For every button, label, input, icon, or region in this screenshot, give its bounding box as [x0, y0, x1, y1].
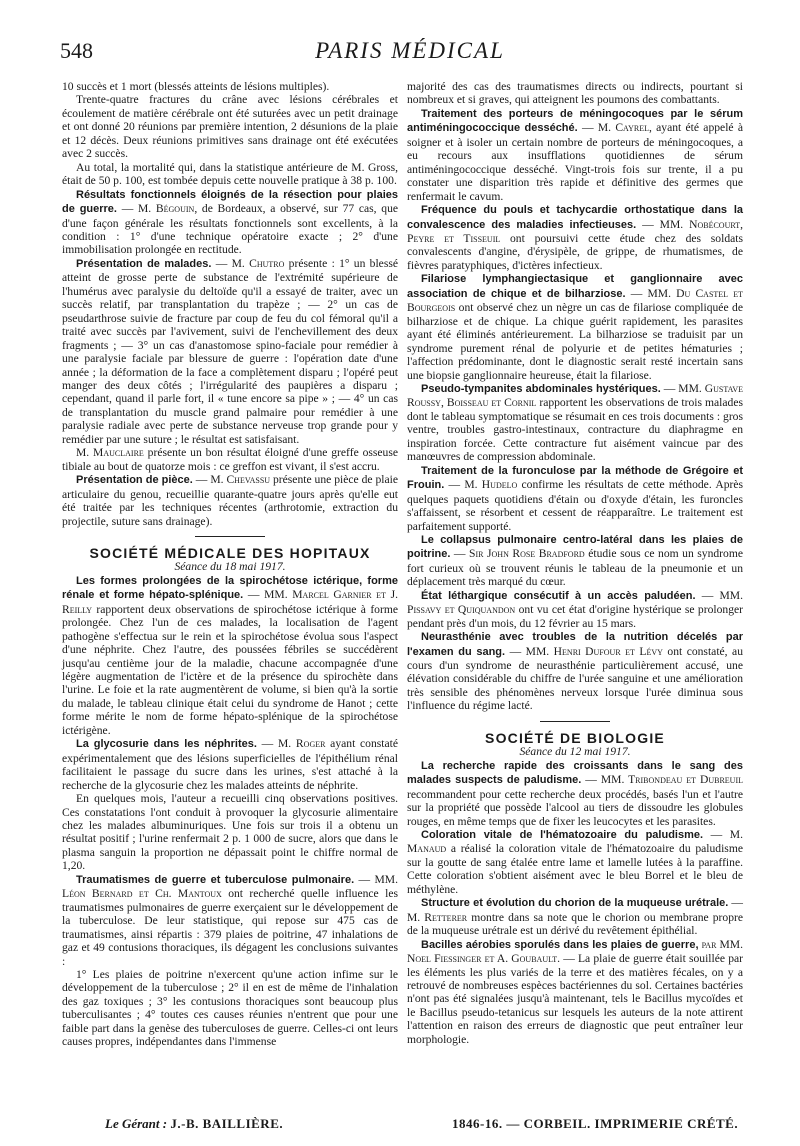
report-title: Pseudo-tympanites abdominales hystériques. [421, 382, 661, 395]
report-entry: Fréquence du pouls et tachycardie orthostatique dans la convalescence des maladies infectieuses. — MM. Nobécourt, Peyre et Tisseuil ont poursuivi cette étude chez des soldats convalescents d'angine, d'érysipèle, de grippe, de rhumatismes, de fièvres paratyphiques, d'ictères infectieux. [407, 204, 744, 272]
paragraph: En quelques mois, l'auteur a recueilli cinq observations positives. Ces constatations l'ont conduit à provoquer la glycosurie alimentaire chez les malades albuminuriques. Une fois sur trois il a obtenu un résultat positif ; l'urine renfermait 2 p. 1 000 de sucre, alors que dans le plasma sanguin la proportion ne dépassait point le chiffre normal de 1,20. [62, 792, 398, 873]
report-author: M. Retterer [407, 910, 468, 924]
report-title: Neurasthénie avec troubles de la nutrition décelés par l'examen du sang. [407, 631, 743, 658]
report-text: présente un bon résultat éloigné d'une greffe osseuse tibiale au bout de quatorze mois : ce greffon est vivant, il s'est accru. [62, 446, 398, 473]
gerant-label: Le Gérant : [105, 1116, 168, 1131]
report-text: — La plaie de guerre était souillée par les éléments les plus variés de la terre et des matières fécales, on y a retrouvé de nombreuses espèces bactériennes du sol. Certaines bactéries n'ont pas été signalées jusqu'à maintenant, tels le Bacillus mycoïdes et le Bacillus pseudo-tetanicus sur lesquels les auteurs de la note attirent l'attention en raison des erreurs de diagnostic que peut entraîner leur morphologie. [407, 952, 743, 1046]
report-author: MM. Marcel Garnier et J. Reilly [62, 588, 398, 616]
report-text: rapportent deux observations de spirochétose ictérique à forme prolongée. Chez l'un de ces malades, la localisation de l'agent pathogène s'effectua sur le rein et la spirochétose évolua sous l'aspect d'une néphrite. Chez l'autre, des poussées fébriles se succédèrent jusqu'au centième jour de la maladie, chacune accompagnée d'une légère augmentation de l'ictère et de la présence du spirochète dans l'urine. Le foie et la rate augmentèrent de volume, si bien qu'à la sortie du malade, le tableau clinique était celui du syndrome de Hanot ; cette forme mérite le nom de forme hépato-splénique de la spirochétose ictérigène. [62, 602, 398, 737]
report-entry: Structure et évolution du chorion de la muqueuse urétrale. — M. Retterer montre dans sa note que le chorion ou membrane propre de la muqueuse urétrale est un dérivé du revêtement épithélial. [407, 896, 743, 938]
paragraph: majorité des cas des traumatismes directs ou indirects, pourtant si nombreux et si graves, qui atteignent les poumons des combattants. [407, 80, 743, 107]
gerant-name: J.-B. BAILLIÈRE. [170, 1116, 284, 1131]
section-divider [195, 536, 265, 537]
report-author: par MM. Noel Fiessinger et A. Goubault. [407, 937, 744, 966]
report-author: MM. Pissavy et Quiquandon [407, 588, 743, 617]
paragraph: 1° Les plaies de poitrine n'exercent qu'une action infime sur le développement de la tuberculose ; 2° il en est de même de l'inhalation des gaz toxiques ; 3° les contusions thoraciques sont beaucoup plus tuberculisantes ; 4° toutes ces causes réunies n'entrent que pour une faible part dans la genèse des tuberculoses de guerre. Celles-ci ont leurs causes propres, indépendantes dans l'immense [62, 968, 398, 1049]
section-heading: SOCIÉTÉ MÉDICALE DES HOPITAUX [89, 544, 371, 561]
publisher-credit [105, 1116, 283, 1132]
report-author: MM. Gustave Roussy, Boisseau et Cornil [407, 381, 743, 410]
report-entry: Présentation de malades. — M. Chutro présente : 1° un blessé atteint de grosse perte de substance de l'extrémité supérieure de l'humérus avec paralysie du deltoïde qu'il a essayé de traiter, avec un succès relatif, par transplantation du trapèze ; — 2° un cas de pseudarthrose suivie de fracture par coup de feu du col fémoral qu'il a traité avec succès par l'avivement, suivi de l'enchevillement des deux fragments ; — 3° un cas d'anastomose spino-faciale pour remédier à une paralysie faciale par blessure de guerre : l'opération date d'une année ; la déformation de la face a complètement disparu ; l'opéré peut manger des deux côtés ; l'irrégularité des paupières a disparu ; cependant, quand il parle fort, il « tune encore sa pipe » ; — 4° un cas de transplantation du muscle grand palmaire pour remédier à une paralysie radiale avec perte de substance nerveuse trop grande pour y remédier par une suture ; le résultat est satisfaisant. [62, 256, 398, 446]
report-text: montre dans sa note que le chorion ou membrane propre de la muqueuse urétrale est un dérivé du revêtement épithélial. [407, 910, 743, 938]
report-author: M. Cayrel [597, 121, 649, 135]
journal-title: PARIS MÉDICAL [315, 38, 505, 63]
report-text: rapportent les observations de trois malades dont le tableau symptomatique se résumait en ces trois documents : gros ventre, troubles gastro-intestinaux, contracture du diaphragme en inspiration forcée. Cette contracture fut aisément vaincue par des manœuvres de compression abdominale. [407, 396, 743, 464]
report-text: , de Bordeaux, a observé, sur 77 cas, que d'une façon générale les résultats fonctionnels sont excellents, à la condition : 1° d'une technique opératoire exacte ; 2° d'une immobilisation prolongée en rectitude. [62, 202, 399, 257]
report-author: MM. Henri Dufour et Lévy [525, 644, 663, 658]
report-title: Bacilles aérobies sporulés dans les plaies de guerre, [421, 938, 699, 951]
report-entry: Résultats fonctionnels éloignés de la résection pour plaies de guerre. — M. Bégouin, de Bordeaux, a observé, sur 77 cas, que d'une façon générale les résultats fonctionnels sont excellents, à la condition : 1° d'une technique opératoire exacte ; 2° d'une immobilisation prolongée en rectitude. [62, 188, 399, 257]
report-title: État léthargique consécutif à un accès paludéen. [421, 589, 696, 602]
report-entry: Traumatismes de guerre et tuberculose pulmonaire. — MM. Léon Bernard et Ch. Mantoux ont recherché quelle influence les traumatismes pulmonaires de guerre exerçaient sur le développement de la tuberculose. De leur statistique, qui repose sur 475 cas de traumatismes, ainsi répartis : 379 plaies de poitrine, 47 inhalations de gaz et 49 contusions thoraciques, ils dégagent les conclusions suivantes : [62, 872, 398, 968]
session-date: Séance du 18 mai 1917. [174, 560, 286, 574]
left-column [62, 80, 398, 1049]
report-entry: Pseudo-tympanites abdominales hystériques. — MM. Gustave Roussy, Boisseau et Cornil rapportent les observations de trois malades dont le tableau symptomatique se résumait en ces trois documents : gros ventre, troubles gastro-intestinaux, contracture du diaphragme en inspiration forcée. Cette contracture fut aisément vaincue par des manœuvres de compression abdominale. [407, 381, 743, 464]
report-text: ont poursuivi cette étude chez des soldats convalescents d'angine, d'érysipèle, de grippe, de rhumatismes, de fièvres paratyphiques, d'ictères infectieux. [407, 231, 743, 272]
report-text: ont observé chez un nègre un cas de filariose compliquée de bilharziose et de chique. La chique guérit rapidement, les parasites ayant été éliminés antérieurement. La bilharziose se traduisit par un syndrome purement rénal de polyurie et de petites hématuries ; l'affection prédominante, dont le diagnostic serait resté incertain sans une biopsie ganglionnaire heureuse, était la filariose. [407, 301, 743, 382]
report-title: Résultats fonctionnels éloignés de la résection pour plaies de guerre. [62, 188, 398, 216]
report-title: Les formes prolongées de la spirochétose ictérique, forme rénale et forme hépato-splénique. [62, 574, 398, 602]
report-text: a réalisé la coloration vitale de l'hématozoaire du paludisme sur la goutte de sang étalée entre lame et lamelle lutées à la paraffine. Cette coloration s'obtient aisément avec le bleu Borrel et le bleu de méthylène. [407, 842, 743, 896]
report-title: Fréquence du pouls et tachycardie orthostatique dans la convalescence des maladies infectieuses. [407, 204, 743, 231]
report-title: Traitement de la furonculose par la méthode de Grégoire et Frouin. [407, 464, 743, 492]
report-title: Structure et évolution du chorion de la muqueuse urétrale. [421, 897, 729, 910]
report-author: M. Manaud [407, 828, 743, 856]
report-title: Présentation de malades. [76, 257, 212, 270]
report-text: recommandent pour cette recherche deux procédés, basés l'un et l'autre sur la propriété que possède l'alcool au tiers de dissoudre les globules rouges, en même temps que de fixer les leucocytes et les parasites. [407, 787, 743, 828]
report-author: MM. Du Castel et Bourgeois [407, 286, 743, 315]
section-divider [540, 721, 610, 722]
page-number: 548 [60, 38, 93, 63]
report-entry: Traitement de la furonculose par la méthode de Grégoire et Frouin. — M. Hudelo confirme les résultats de cette méthode. Après quelques paquets quotidiens d'étain ou d'oxyde d'étain, les furoncles s'affaissent, se résorbent et cessent de réapparaître. Le traitement est parfaitement supporté. [407, 464, 744, 533]
session-date: Séance du 12 mai 1917. [519, 745, 631, 759]
report-entry: Filariose lymphangiectasique et ganglionnaire avec association de chique et de bilharziose. — MM. Du Castel et Bourgeois ont observé chez un nègre un cas de filariose compliquée de bilharziose et de chique. La chique guérit rapidement, les parasites ayant été éliminés antérieurement. La bilharziose se traduisit par un syndrome purement rénal de polyurie et de petites hématuries ; l'affection prédominante, dont le diagnostic serait resté incertain sans une biopsie ganglionnaire heureuse, était la filariose. [407, 273, 743, 382]
report-text: ont recherché quelle influence les traumatismes pulmonaires de guerre exerçaient sur le développement de la tuberculose. De leur statistique, qui repose sur 475 cas de traumatismes, ainsi répartis : 379 plaies de poitrine, 47 inhalations de gaz et 49 contusions thoraciques, ils dégagent les conclusions suivantes : [62, 887, 398, 968]
report-title: Traitement des porteurs de méningocoques par le sérum antiméningococcique desséché. [407, 107, 743, 135]
report-text: ont vu cet état d'origine hystérique se prolonger pendant près d'un mois, du 12 février au 15 mars. [407, 603, 744, 630]
report-entry [407, 938, 743, 1047]
report-text: présente une pièce de plaie articulaire du genou, recueillie quarante-quatre jours après qu'elle eut été traitée par les techniques récentes (arthrotomie, extraction du projectile, suture sans drainage). [62, 473, 399, 528]
page-header [60, 38, 760, 68]
report-author: Sir John Rose Bradford [469, 547, 585, 561]
report-author: M. Chevassu [210, 473, 271, 487]
report-title: Le collapsus pulmonaire centro-latéral dans les plaies de poitrine. [407, 533, 743, 561]
report-entry: Traitement des porteurs de méningocoques par le sérum antiméningococcique desséché. — M. Cayrel, ayant été appelé à soigner et à isoler un certain nombre de porteurs de méningocoques, a eu recours aux insufflations quotidiennes de sérum antiméningococcique desséché. Vingt-trois fois sur trente, il a pu constater une disparition très rapide et définitive des germes que renfermait le cavum. [407, 107, 743, 203]
report-text: étudie sous ce nom un syndrome fort curieux où se trouvent réunis le tableau de la pneumonie et un déplacement très marqué du cœur. [407, 547, 744, 589]
report-title: Coloration vitale de l'hématozoaire du paludisme. [421, 829, 704, 842]
page-footer [60, 1116, 760, 1136]
report-entry: Les formes prolongées de la spirochétose ictérique, forme rénale et forme hépato-splénique. — MM. Marcel Garnier et J. Reilly rapportent deux observations de spirochétose ictérique à forme prolongée. Chez l'un de ces malades, la localisation de l'agent pathogène s'effectua sur le rein et la spirochétose évolua sous l'aspect d'une néphrite. Chez l'autre, des poussées fébriles se succédèrent jusqu'au centième jour de la maladie, chacune accompagnée d'une légère augmentation de l'ictère et de la présence du spirochète dans l'urine. Le foie et la rate augmentèrent de volume, si bien qu'à la sortie du malade, le tableau clinique était celui du syndrome de Hanot ; cette forme mérite le nom de forme hépato-splénique de la spirochétose ictérigène. [62, 574, 398, 737]
report-entry: État léthargique consécutif à un accès paludéen. — MM. Pissavy et Quiquandon ont vu cet état d'origine hystérique se prolonger pendant près d'un mois, du 12 février au 15 mars. [407, 588, 744, 630]
report-text: ayant constaté expérimentalement que des lésions superficielles de l'épithélium rénal facilitaient le passage du sucre dans les urines, s'est attaché à la recherche de la glycosurie chez les malades atteints de néphrite. [62, 737, 399, 792]
report-author: M. Roger [278, 737, 326, 751]
report-title: Filariose lymphangiectasique et ganglionnaire avec association de chique et de bilharziose. [407, 273, 743, 300]
report-text: présente : 1° un blessé atteint de grosse perte de substance de l'extrémité supérieure de l'humérus avec paralysie du deltoïde qu'il a essayé de traiter, avec un succès relatif, par transplantation du trapèze ; — 2° un cas de pseudarthrose suivie de fracture par coup de feu du col fémoral qu'il a traité avec succès par l'avivement, suivi de l'enchevillement des deux fragments ; — 3° un cas d'anastomose spino-faciale pour remédier à une paralysie faciale par blessure de guerre : l'opération date d'une année ; la déformation de la face a complètement disparu ; l'opéré peut manger des deux côtés ; l'irrégularité des paupières a disparu ; cependant, quand il parle fort, il « tune encore sa pipe » ; — 4° un cas de transplantation du muscle grand palmaire pour remédier à une paralysie radiale avec perte de substance nerveuse trop grande pour y remédier par une suture ; le résultat est satisfaisant. [62, 256, 398, 446]
report-author: M. Mauclaire [76, 446, 144, 460]
report-title: Présentation de pièce. [76, 474, 193, 487]
report-entry: La recherche rapide des croissants dans le sang des malades suspects de paludisme. — MM. Tribondeau et Dubreuil recommandent pour cette recherche deux procédés, basés l'un et l'autre sur la propriété que possède l'alcool au tiers de dissoudre les globules rouges, en même temps que de fixer les leucocytes et les parasites. [407, 759, 743, 828]
report-entry: Le collapsus pulmonaire centro-latéral dans les plaies de poitrine. — Sir John Rose Bradford étudie sous ce nom un syndrome fort curieux où se trouvent réunis le tableau de la pneumonie et un déplacement très marqué du cœur. [407, 533, 744, 589]
paragraph: Trente-quatre fractures du crâne avec lésions cérébrales et écoulement de matière cérébrale ont été suturées avec un petit drainage et ont donné 20 réunions par première intention, 2 désunions de la plaie et 12 décès. Deux réunions primitives sans drainage ont été exécutées avec 2 succès. [62, 93, 398, 161]
report-entry: Présentation de pièce. — M. Chevassu présente une pièce de plaie articulaire du genou, recueillie quarante-quatre jours après qu'elle eut été traitée par les techniques récentes (arthrotomie, extraction du projectile, suture sans drainage). [62, 473, 399, 528]
report-author: M. Bégouin [138, 202, 195, 216]
report-title: La glycosurie dans les néphrites. [76, 738, 257, 751]
paragraph: Au total, la mortalité qui, dans la statistique antérieure de M. Gross, était de 50 p. 100, est tombée depuis cette nouvelle pratique à 38 p. 100. [62, 160, 398, 188]
printer-imprint: 1846-16. — CORBEIL. IMPRIMERIE CRÉTÉ. [452, 1116, 739, 1131]
report-text: ont constaté, au cours d'un syndrome de neurasthénie particulièrement accusé, une élévation considérable du chiffre de l'urée sanguine et une amélioration très sensible des phénomènes nerveux lorsque l'urée diminua sous l'influence du régime lacté. [407, 644, 744, 713]
report-author: M. Chutro [231, 256, 285, 270]
right-column [407, 80, 743, 1046]
report-title: Traumatismes de guerre et tuberculose pulmonaire. [76, 873, 355, 886]
report-entry: Coloration vitale de l'hématozoaire du paludisme. — M. Manaud a réalisé la coloration vitale de l'hématozoaire du paludisme sur la goutte de sang étalée entre lame et lamelle lutées à la paraffine. Cette coloration s'obtient aisément avec le bleu Borrel et le bleu de méthylène. [407, 828, 743, 896]
report-title: La recherche rapide des croissants dans le sang des malades suspects de paludisme. [407, 759, 743, 787]
report-entry [62, 446, 398, 473]
report-author: MM. Léon Bernard et Ch. Mantoux [62, 872, 398, 901]
report-author: MM. Tribondeau et Dubreuil [600, 773, 743, 787]
report-author: MM. Nobécourt, Peyre et Tisseuil [407, 217, 744, 245]
report-text: , ayant été appelé à soigner et à isoler un certain nombre de porteurs de méningocoques, a eu recours aux insufflations quotidiennes de sérum antiméningococcique desséché. Vingt-trois fois sur trente, il a pu constater une disparition très rapide et définitive des germes que renfermait le cavum. [407, 121, 743, 203]
section-heading: SOCIÉTÉ DE BIOLOGIE [485, 729, 665, 746]
report-entry: Neurasthénie avec troubles de la nutrition décelés par l'examen du sang. — MM. Henri Dufour et Lévy ont constaté, au cours d'un syndrome de neurasthénie particulièrement accusé, une élévation considérable du chiffre de l'urée sanguine et une amélioration très sensible des phénomènes nerveux lorsque l'urée diminua sous l'influence du régime lacté. [407, 631, 744, 713]
report-author: M. Hudelo [464, 478, 518, 492]
report-entry: La glycosurie dans les néphrites. — M. Roger ayant constaté expérimentalement que des lésions superficielles de l'épithélium rénal facilitaient le passage du sucre dans les urines, s'est attaché à la recherche de la glycosurie chez les malades atteints de néphrite. [62, 737, 399, 792]
report-text: confirme les résultats de cette méthode. Après quelques paquets quotidiens d'étain ou d'oxyde d'étain, les furoncles s'affaissent, se résorbent et cessent de réapparaître. Le traitement est parfaitement supporté. [407, 478, 744, 533]
paragraph: 10 succès et 1 mort (blessés atteints de lésions multiples). [62, 80, 330, 93]
